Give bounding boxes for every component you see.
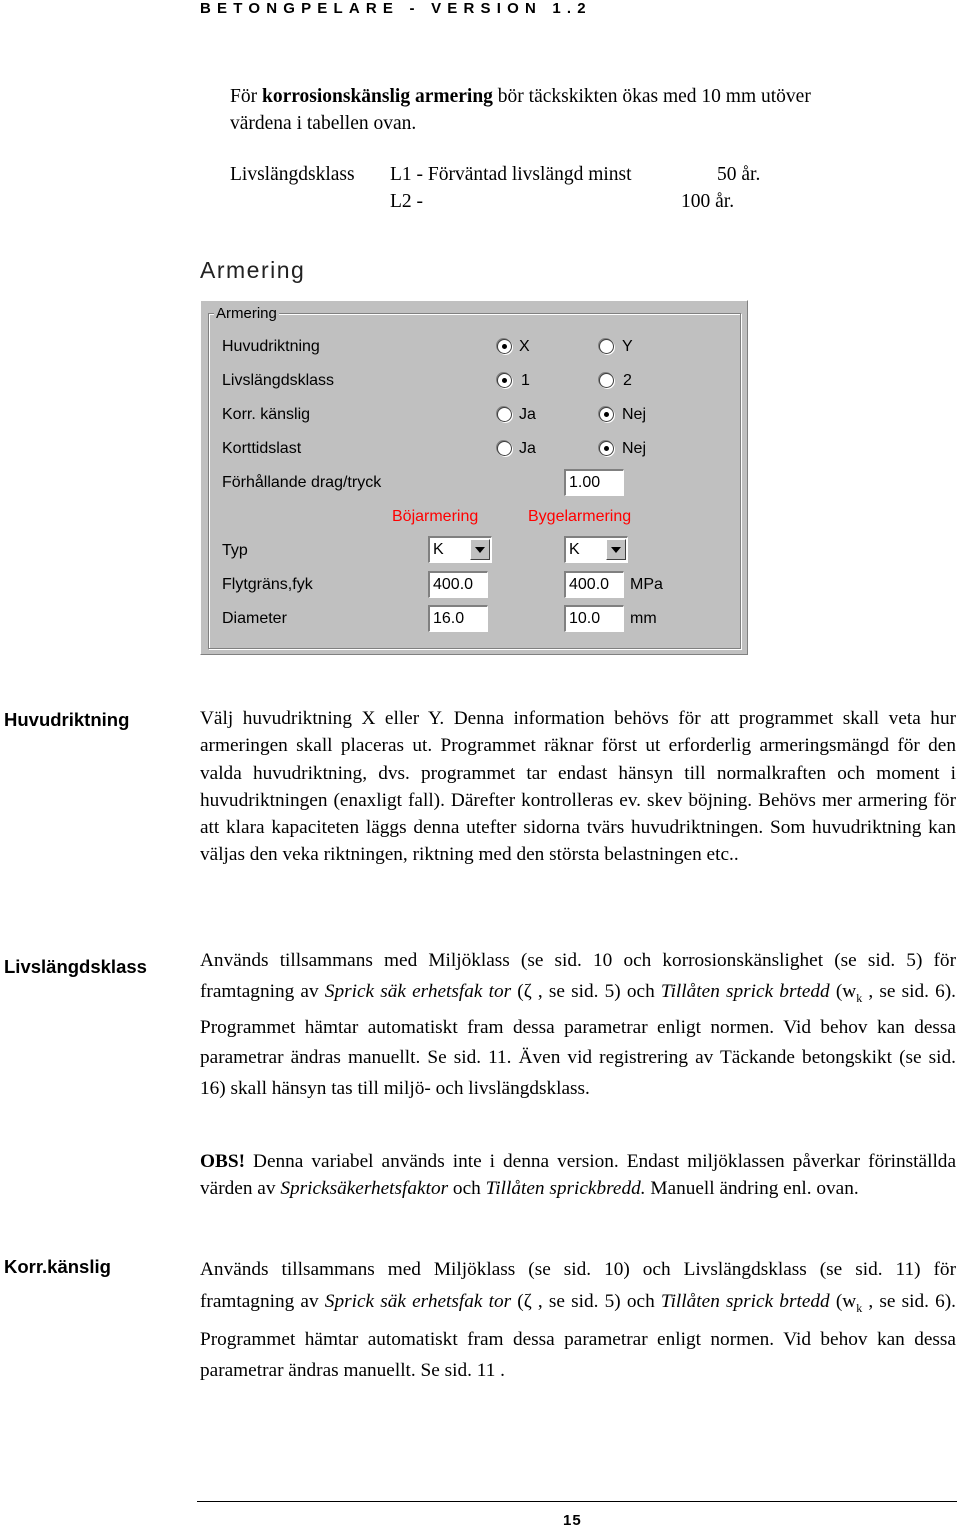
- col-header-bojarmering: Böjarmering: [392, 508, 479, 525]
- side-title-livslangdsklass: Livslängdsklass: [4, 956, 147, 977]
- forhallande-input[interactable]: 1.00: [564, 469, 624, 496]
- byg-typ-select[interactable]: [564, 536, 628, 563]
- label-diameter: Diameter: [222, 610, 287, 627]
- chevron-down-icon: [611, 547, 621, 553]
- boj-diam-input[interactable]: 16.0: [428, 605, 488, 632]
- group-title: Armering: [216, 305, 277, 322]
- label-korttidslast: Korttidslast: [222, 440, 302, 457]
- radio-korr-ja-label: Ja: [519, 406, 536, 423]
- radio-huvud-y-label: Y: [622, 338, 633, 355]
- boj-typ-select[interactable]: [428, 536, 492, 563]
- unit-mpa: MPa: [630, 576, 663, 593]
- running-header: BETONGPELARE - VERSION 1.2: [200, 0, 592, 17]
- armering-groupbox: [208, 305, 741, 649]
- radio-livs-1[interactable]: [497, 373, 512, 388]
- radio-korr-nej[interactable]: [599, 407, 614, 422]
- radio-kort-nej[interactable]: [599, 441, 614, 456]
- radio-korr-nej-label: Nej: [622, 406, 647, 423]
- para-korr-kanslig: Används tillsammans med Miljöklass (se sid. 10) och Livslängdsklass (se sid. 11) för framtagning av Sprick säk erhetsfak tor (ζ , se sid. 5) och Tillåten sprick brtedd ($w_k$ , se sid. 6). Programmet hämtar automatiskt fram dessa parametrar enligt normen. Vid behov kan dessa parametrar ändras manuellt. Se sid. 11 .: [200, 1259, 956, 1382]
- label-typ: Typ: [222, 542, 248, 559]
- radio-kort-nej-label: Nej: [622, 440, 647, 457]
- radio-livs-2-label: 2: [623, 372, 632, 389]
- col-header-bygelarmering: Bygelarmering: [528, 508, 632, 525]
- radio-kort-ja-label: Ja: [519, 440, 536, 457]
- label-huvudriktning: Huvudriktning: [222, 338, 320, 355]
- radio-huvud-x-label: X: [519, 338, 530, 355]
- boj-flyt-input[interactable]: 400.0: [428, 571, 488, 598]
- label-livslangdsklass: Livslängdsklass: [222, 372, 335, 389]
- page-number: 15: [563, 1512, 582, 1529]
- radio-korr-ja[interactable]: [497, 407, 512, 422]
- unit-mm: mm: [630, 610, 657, 627]
- livs-l2: L2 -: [390, 191, 424, 212]
- radio-huvud-y[interactable]: [599, 339, 614, 354]
- armering-dialog: [200, 300, 748, 655]
- label-flytgrans: Flytgräns,fyk: [222, 576, 313, 593]
- side-title-korr-kanslig: Korr.känslig: [4, 1256, 111, 1277]
- radio-kort-ja[interactable]: [497, 441, 512, 456]
- intro-line-2: värdena i tabellen ovan.: [230, 113, 417, 134]
- radio-huvud-x[interactable]: [497, 339, 512, 354]
- side-title-huvudriktning: Huvudriktning: [4, 709, 130, 730]
- label-korr-kanslig: Korr. känslig: [222, 406, 311, 423]
- para-huvudriktning: Välj huvudriktning X eller Y. Denna information behövs för att programmet skall veta hur armeringen skall placeras ut. Programmet räknar först ut erforderlig armeringsmängd för den valda huvudriktning, dvs. programmet tar endast hänsyn till normalkraften och moment i huvudriktningen (enaxligt fall). Därefter kontrolleras ev. skev böjning. Behövs mer armering för att klara kapaciteten läggs denna utefter sidorna tvärs huvudriktningen. Som huvudriktning kan väljas den veka riktningen, riktning med den största belastningen etc..: [200, 708, 957, 866]
- byg-typ-value: K: [569, 541, 580, 558]
- chevron-down-icon: [475, 547, 485, 553]
- radio-livs-1-label: 1: [521, 372, 530, 389]
- section-title-armering: Armering: [200, 257, 306, 283]
- byg-typ-dropdown-button[interactable]: [606, 539, 626, 560]
- byg-diam-input[interactable]: 10.0: [564, 605, 624, 632]
- livs-l1: L1 - Förväntad livslängd minst: [390, 164, 632, 185]
- byg-flyt-input[interactable]: 400.0: [564, 571, 624, 598]
- boj-typ-dropdown-button[interactable]: [470, 539, 490, 560]
- label-forhallande: Förhållande drag/tryck: [222, 474, 382, 491]
- intro-line-1: För korrosionskänslig armering bör täckskikten ökas med 10 mm utöver: [230, 86, 811, 107]
- livs-l1-value: 50 år.: [717, 164, 761, 185]
- boj-typ-value: K: [433, 541, 444, 558]
- livs-label: Livslängdsklass: [230, 164, 355, 185]
- footer-rule: [197, 1501, 957, 1502]
- para-obs: OBS! Denna variabel används inte i denna version. Endast miljöklassen påverkar förinställda värden av Spricksäkerhetsfaktor och Tillåten sprickbredd. Manuell ändring enl. ovan.: [200, 1151, 956, 1200]
- para-livslangdsklass: Används tillsammans med Miljöklass (se sid. 10 och korrosionskänslighet (se sid. 5) för framtagning av Sprick säk erhetsfak tor (ζ , se sid. 5) och Tillåten sprick brtedd ($w_k$ , se sid. 6). Programmet hämtar automatiskt fram dessa parametrar enligt normen. Vid behov kan dessa parametrar ändras manuellt. Se sid. 11. Även vid registrering av Täckande betongskikt (se sid. 16) skall hänsyn tas till miljö- och livslängdsklass.: [200, 950, 956, 1099]
- livs-l2-value: 100 år.: [681, 191, 735, 212]
- radio-livs-2[interactable]: [599, 373, 614, 388]
